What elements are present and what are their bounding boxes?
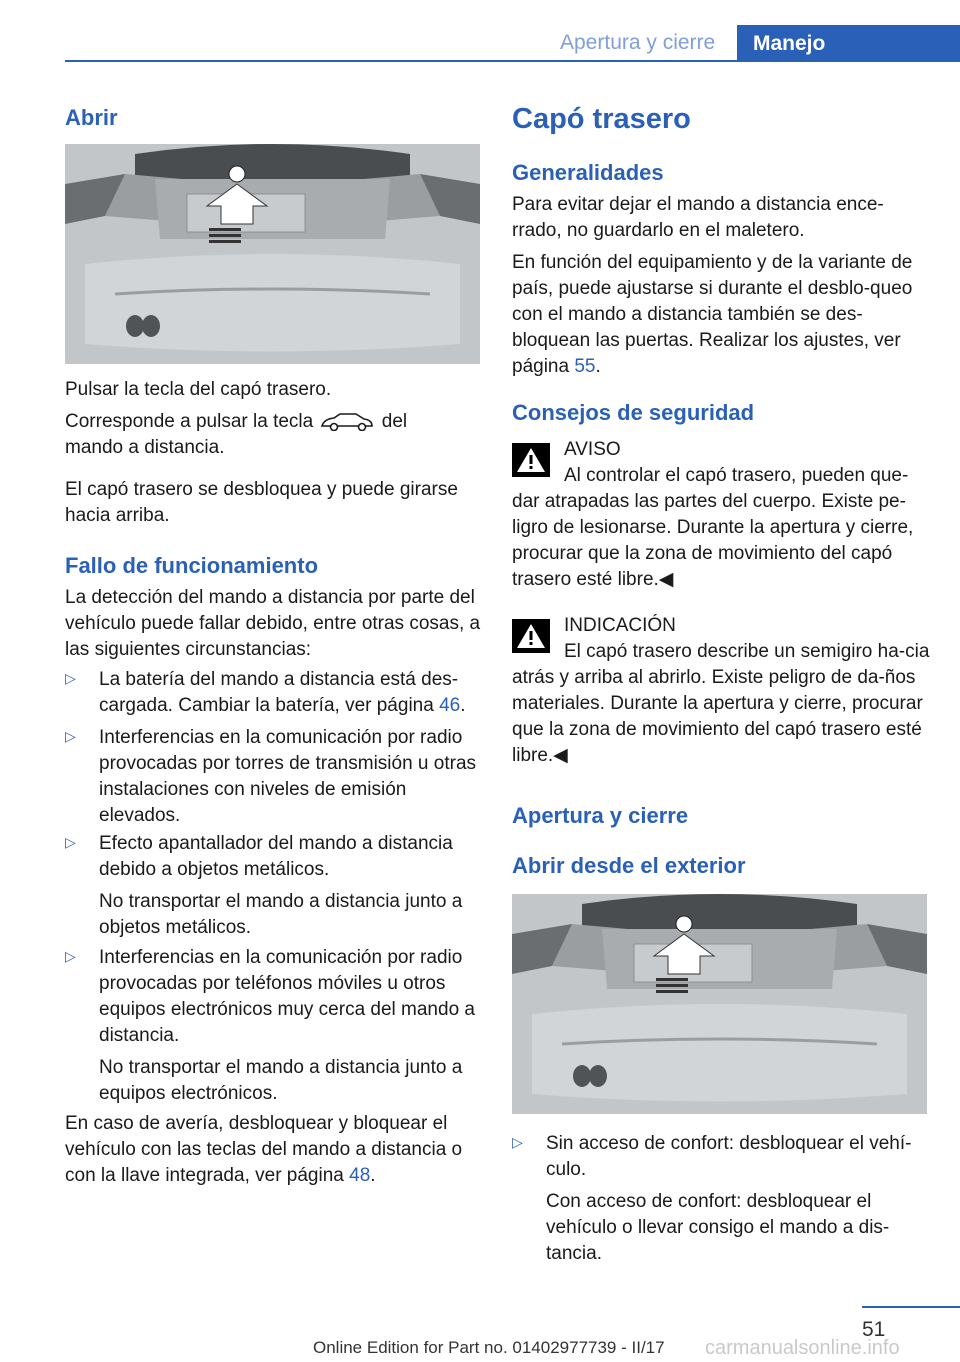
list-item bbox=[65, 667, 483, 719]
bullet-triangle-icon: ▷ bbox=[65, 948, 76, 964]
abrir-correspond-del: del bbox=[381, 411, 408, 432]
bullet-text-4: Interferencias en la comunicación por radio provocadas por teléfonos móviles u otros equipos electrónicos muy cerca del mando a distancia. bbox=[99, 947, 475, 1046]
page-link-46[interactable]: 46 bbox=[439, 695, 461, 716]
fallo-final: En caso de avería, desbloquear y bloquear el vehículo con las teclas del mando a distancia o con la llave integrada, ver página 48. bbox=[65, 1113, 463, 1186]
bullet-note-3: No transportar el mando a distancia junto a objetos metálicos. bbox=[99, 891, 463, 938]
bullet-triangle-icon: ▷ bbox=[65, 834, 76, 850]
abrir-correspond-text: Corresponde a pulsar la tecla bbox=[65, 411, 314, 432]
abrir-correspond bbox=[65, 409, 483, 461]
bullet-triangle-icon: ▷ bbox=[65, 670, 76, 686]
header-section[interactable]: Apertura y cierre bbox=[560, 31, 716, 54]
indicacion-label: INDICACIÓN bbox=[564, 615, 676, 636]
bullet-text-2: Interferencias en la comunicación por radio provocadas por torres de transmisión u otras instalaciones con niveles de emisión elevados. bbox=[99, 727, 477, 826]
heading-fallo: Fallo de funcionamiento bbox=[65, 553, 319, 578]
aviso-text: Al controlar el capó trasero, pueden que‐dar atrapadas las partes del cuerpo. Existe pe‐ligro de lesionarse. Durante la apertura y cierre, procurar que la zona de movimiento del capó trasero esté libre.◀ bbox=[512, 465, 914, 590]
aviso-label: AVISO bbox=[564, 439, 621, 460]
bullet-text-confort: Sin acceso de confort: desbloquear el vehí‐culo. bbox=[546, 1133, 912, 1180]
bullet-triangle-icon: ▷ bbox=[512, 1134, 523, 1150]
page-link-48[interactable]: 48 bbox=[349, 1165, 371, 1186]
list-item bbox=[512, 1131, 932, 1267]
heading-seguridad: Consejos de seguridad bbox=[512, 400, 755, 425]
bullet-note-4: No transportar el mando a distancia junto a equipos electrónicos. bbox=[99, 1057, 463, 1104]
heading-apertura: Apertura y cierre bbox=[512, 803, 689, 828]
edition-footer: Online Edition for Part no. 01402977739 - II/17 bbox=[313, 1338, 665, 1357]
gen-paragraph-1: Para evitar dejar el mando a distancia ence‐rrado, no guardarlo en el maletero. bbox=[512, 194, 884, 241]
bullet-note-confort: Con acceso de confort: desbloquear el vehículo o llevar consigo el mando a dis‐tancia. bbox=[546, 1191, 890, 1264]
car-key-icon bbox=[318, 411, 376, 431]
car-rear-photo bbox=[65, 144, 480, 364]
page-link-55[interactable]: 55 bbox=[574, 356, 596, 377]
list-item bbox=[65, 831, 483, 941]
heading-abrir: Abrir bbox=[65, 105, 118, 130]
page-number: 51 bbox=[862, 1318, 886, 1341]
abrir-step: Pulsar la tecla del capó trasero. bbox=[65, 379, 332, 400]
header-tab-manejo[interactable]: Manejo bbox=[737, 25, 960, 62]
bullet-triangle-icon: ▷ bbox=[65, 728, 76, 744]
heading-generalidades: Generalidades bbox=[512, 160, 664, 185]
bullet-text-3: Efecto apantallador del mando a distancia debido a objetos metálicos. bbox=[99, 833, 453, 880]
list-item bbox=[65, 945, 483, 1107]
heading-abrir-exterior: Abrir desde el exterior bbox=[512, 853, 746, 878]
bullet-text-1: La batería del mando a distancia está des‐cargada. Cambiar la batería, ver página 46. bbox=[99, 669, 466, 716]
indicacion-text: El capó trasero describe un semigiro ha‐cia atrás y arriba al abrirlo. Existe peligro de da‐ños materiales. Durante la apertura y cierre, procurar que la zona de movimiento del capó trasero esté libre.◀ bbox=[512, 641, 930, 766]
car-rear-photo bbox=[512, 894, 927, 1114]
abrir-result: El capó trasero se desbloquea y puede girarse hacia arriba. bbox=[65, 479, 458, 526]
watermark: carmanualsonline.info bbox=[705, 1337, 900, 1359]
abrir-correspond-end: mando a distancia. bbox=[65, 437, 225, 458]
list-item bbox=[65, 725, 483, 829]
gen-paragraph-2: En función del equipamiento y de la variante de país, puede ajustarse si durante el desblo‐queo con el mando a distancia también se des‐bloquean las puertas. Realizar los ajustes, ver página 55. bbox=[512, 252, 913, 377]
footer-rule bbox=[862, 1306, 960, 1308]
page-title: Capó trasero bbox=[512, 103, 691, 135]
fallo-intro: La detección del mando a distancia por parte del vehículo puede fallar debido, entre otras cosas, a las siguientes circunstancias: bbox=[65, 587, 481, 660]
